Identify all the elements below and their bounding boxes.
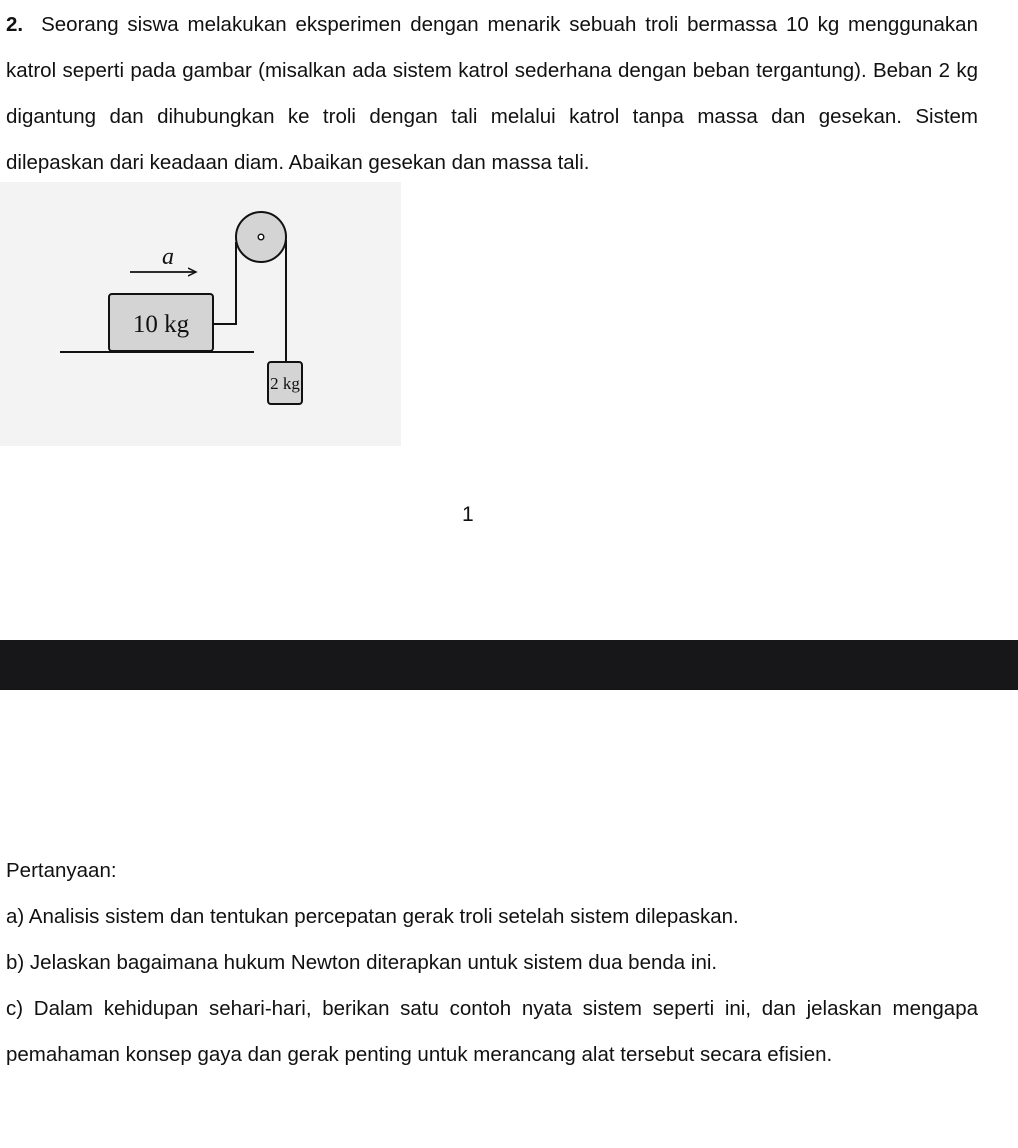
questions-heading: Pertanyaan: — [6, 859, 117, 882]
rope-horizontal — [213, 242, 236, 324]
question-c: c) Dalam kehidupan sehari-hari, berikan satu contoh nyata sistem seperti ini, dan jelaskan mengapa pemahaman konsep gaya dan gerak penting untuk merancang alat tersebut secara efisien. — [6, 997, 978, 1066]
pulley-axle — [258, 234, 264, 240]
hanging-mass-label: 2 kg — [270, 374, 300, 393]
page-separator-band — [0, 640, 1018, 690]
question-a: a) Analisis sistem dan tentukan percepatan gerak troli setelah sistem dilepaskan. — [6, 905, 739, 928]
acceleration-label: a — [162, 244, 174, 270]
question-b: b) Jelaskan bagaimana hukum Newton diterapkan untuk sistem dua benda ini. — [6, 951, 718, 974]
questions-section — [6, 848, 978, 1078]
trolley-label: 10 kg — [132, 311, 190, 338]
pulley-diagram — [0, 182, 401, 446]
problem-text: Seorang siswa melakukan eksperimen dengan menarik sebuah troli bermassa 10 kg menggunakan katrol seperti pada gambar (misalkan ada sistem katrol sederhana dengan beban tergantung). Beban 2 kg digantung dan dihubungkan ke troli dengan tali melalui katrol tanpa massa dan gesekan. Sistem dilepaskan dari keadaan diam. Abaikan gesekan dan massa tali. — [6, 13, 978, 174]
problem-statement — [6, 2, 978, 186]
problem-number: 2. — [6, 13, 24, 36]
pulley-figure — [0, 182, 401, 446]
page-number: 1 — [462, 503, 474, 526]
